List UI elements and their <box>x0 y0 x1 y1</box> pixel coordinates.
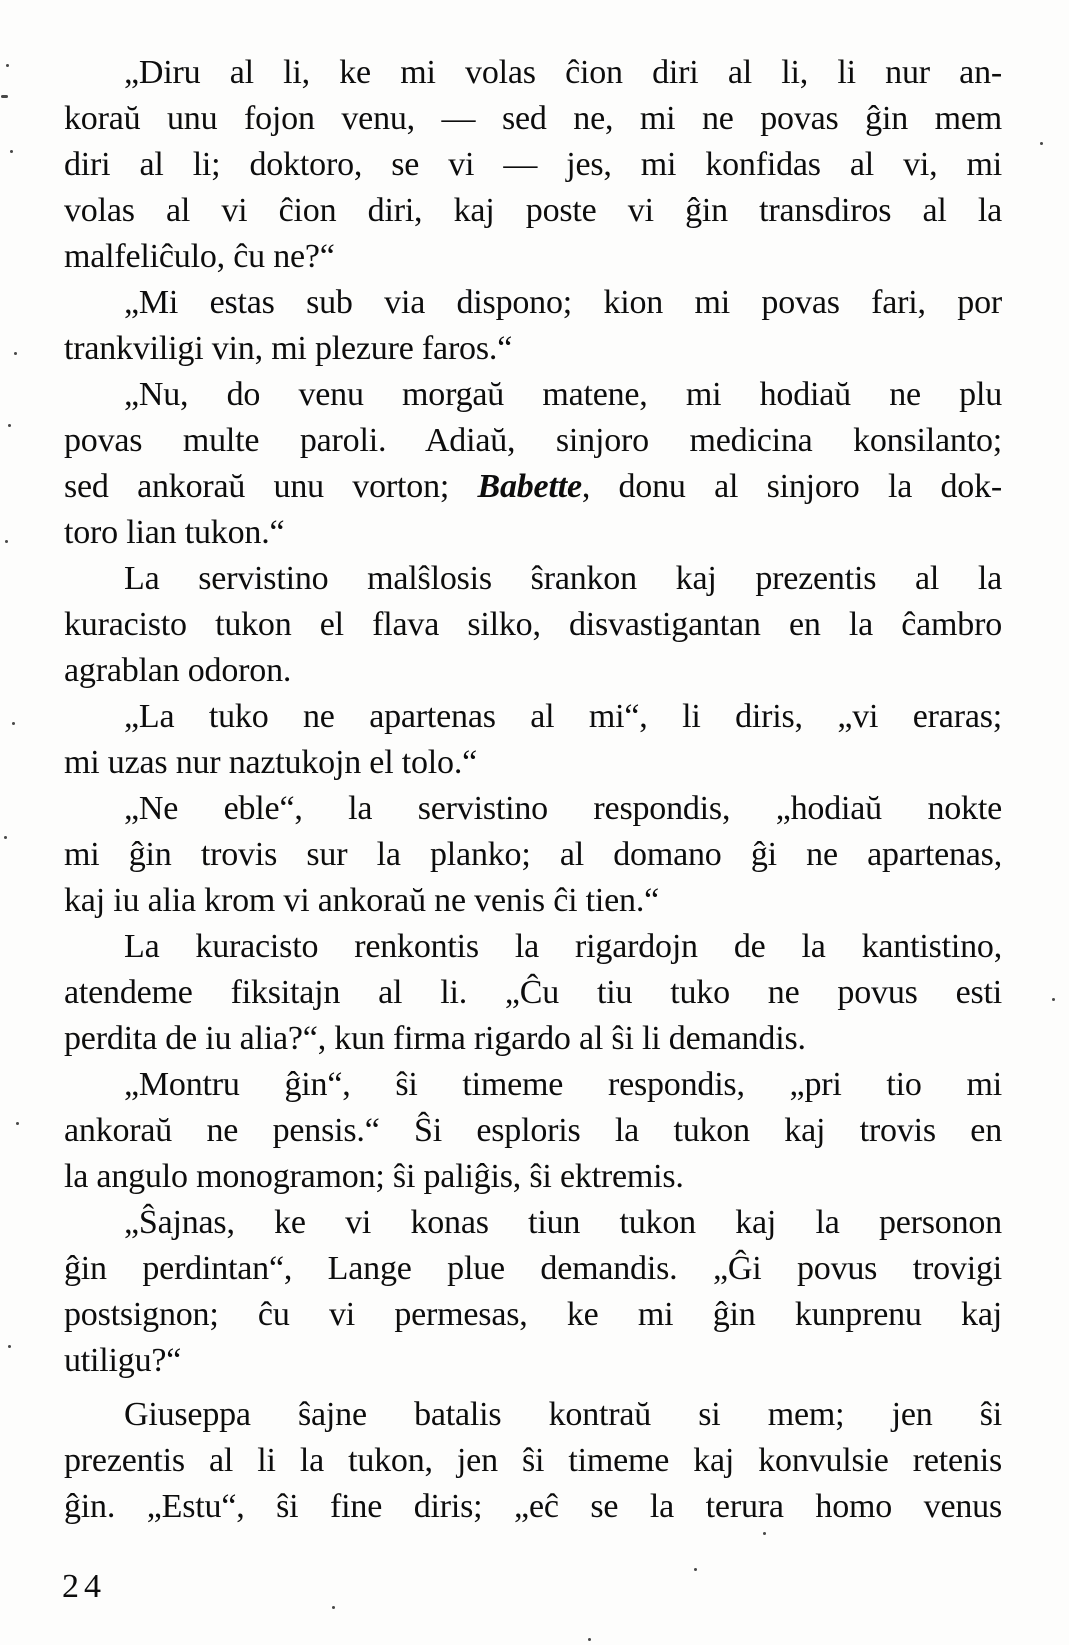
paragraph <box>64 694 1002 786</box>
text-line: kaj iu alia krom vi ankoraŭ ne venis ĉi tien.“ <box>64 882 660 919</box>
paragraph <box>64 924 1002 1062</box>
text-line: la angulo monogramon; ŝi paliĝis, ŝi ektremis. <box>64 1158 684 1195</box>
scan-speck <box>4 836 7 839</box>
scan-speck <box>763 1532 766 1535</box>
text-line: malfeliĉulo, ĉu ne?“ <box>64 238 335 275</box>
text-line: povas multe paroli. Adiaŭ, sinjoro medicina konsilanto; <box>64 422 1002 459</box>
scan-speck <box>8 1345 11 1348</box>
text-line: „Mi estas sub via dispono; kion mi povas fari, por <box>124 284 1002 321</box>
scan-speck <box>1052 998 1055 1001</box>
text-line: postsignon; ĉu vi permesas, ke mi ĝin kunprenu kaj <box>64 1296 1002 1333</box>
text-line: „Ne eble“, la servistino respondis, „hodiaŭ nokte <box>124 790 1002 827</box>
text-line: Giuseppa ŝajne batalis kontraŭ si mem; jen ŝi <box>124 1396 1002 1433</box>
paragraph <box>64 280 1002 372</box>
text-line: „Ŝajnas, ke vi konas tiun tukon kaj la personon <box>124 1204 1002 1241</box>
scan-speck <box>6 64 9 67</box>
scan-speck <box>694 1568 697 1571</box>
paragraph <box>64 372 1002 556</box>
text-line: „La tuko ne apartenas al mi“, li diris, „vi eraras; <box>124 698 1002 735</box>
text-line: La servistino malŝlosis ŝrankon kaj prezentis al la <box>124 560 1002 597</box>
scan-speck <box>14 352 17 355</box>
text-line: toro lian tukon.“ <box>64 514 285 551</box>
text-line: kuracisto tukon el flava silko, disvastigantan en la ĉambro <box>64 606 1002 643</box>
text-run: , donu al sinjoro la dok- <box>581 468 1002 505</box>
text-line: volas al vi ĉion diri, kaj poste vi ĝin transdiros al la <box>64 192 1002 229</box>
text-line: ankoraŭ ne pensis.“ Ŝi esploris la tukon kaj trovis en <box>64 1112 1002 1149</box>
text-line: perdita de iu alia?“, kun firma rigardo al ŝi li demandis. <box>64 1020 806 1057</box>
text-line: „Diru al li, ke mi volas ĉion diri al li, li nur an- <box>124 54 1002 91</box>
text-line: koraŭ unu fojon venu, — sed ne, mi ne povas ĝin mem <box>64 100 1002 137</box>
paragraph <box>64 1062 1002 1200</box>
scan-speck <box>10 150 13 153</box>
paragraph <box>64 786 1002 924</box>
text-line: mi uzas nur naztukojn el tolo.“ <box>64 744 478 781</box>
paragraph <box>64 50 1002 280</box>
paragraph <box>64 1392 1002 1530</box>
scan-speck <box>16 1122 19 1125</box>
scan-speck <box>12 722 15 725</box>
text-line: atendeme fiksitajn al li. „Ĉu tiu tuko ne povus esti <box>64 974 1002 1011</box>
text-line: prezentis al li la tukon, jen ŝi timeme kaj konvulsie retenis <box>64 1442 1002 1479</box>
scan-speck <box>332 1606 335 1609</box>
scan-speck <box>5 540 8 543</box>
text-line: utiligu?“ <box>64 1342 182 1379</box>
text-line: agrablan odoron. <box>64 652 292 689</box>
scan-speck <box>1 95 8 98</box>
text-line: ĝin perdintan“, Lange plue demandis. „Ĝi povus trovigi <box>64 1250 1002 1287</box>
page-number: 24 <box>62 1568 106 1605</box>
scan-speck <box>8 424 11 427</box>
text-line: ĝin. „Estu“, ŝi fine diris; „eĉ se la terura homo venus <box>64 1488 1002 1525</box>
text-line <box>64 464 1002 510</box>
scan-speck <box>1040 142 1043 145</box>
italic-proper-name: Babette <box>477 468 582 505</box>
paragraph <box>64 556 1002 694</box>
text-line: „Montru ĝin“, ŝi timeme respondis, „pri tio mi <box>124 1066 1002 1103</box>
text-run: sed ankoraŭ unu vorton; <box>64 468 478 505</box>
text-line: „Nu, do venu morgaŭ matene, mi hodiaŭ ne plu <box>124 376 1002 413</box>
scan-speck <box>588 1638 591 1641</box>
text-line: mi ĝin trovis sur la planko; al domano ĝi ne apartenas, <box>64 836 1002 873</box>
paragraph <box>64 1200 1002 1384</box>
text-line: La kuracisto renkontis la rigardojn de la kantistino, <box>124 928 1002 965</box>
text-line: trankviligi vin, mi plezure faros.“ <box>64 330 513 367</box>
text-line: diri al li; doktoro, se vi — jes, mi konfidas al vi, mi <box>64 146 1002 183</box>
page-text <box>64 50 1002 1530</box>
